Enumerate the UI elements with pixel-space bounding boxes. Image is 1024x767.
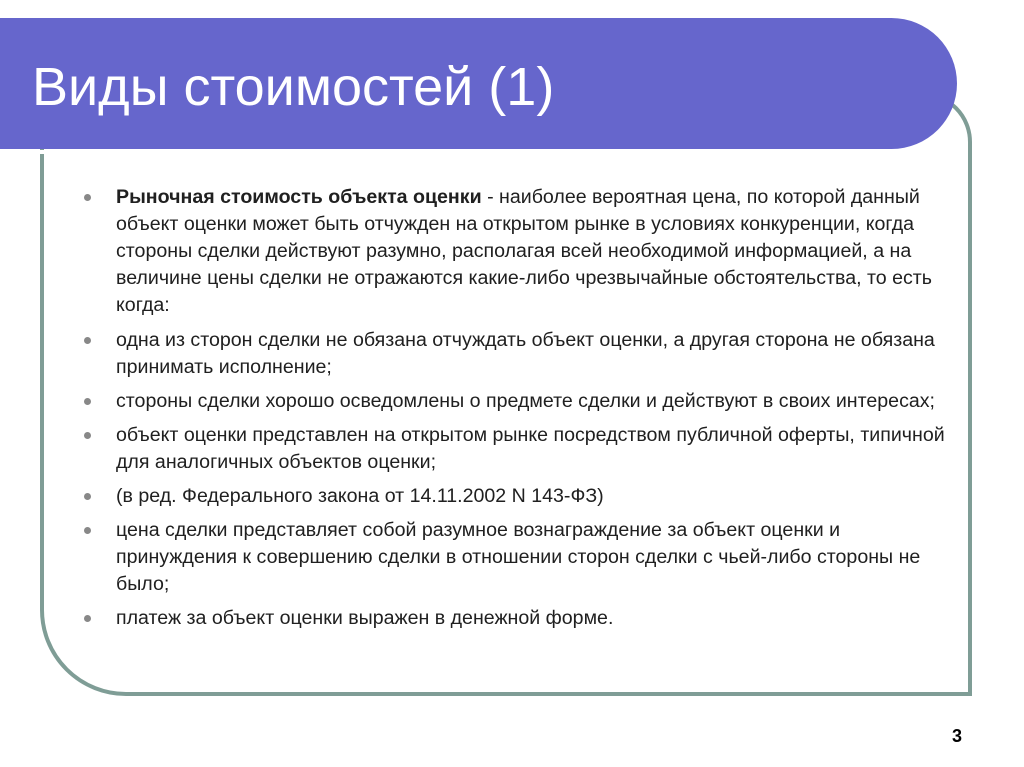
bullet-dot-icon: [84, 398, 91, 405]
bullet-item-market-value-definition: [84, 184, 954, 319]
bullet-dot-icon: [84, 615, 91, 622]
bullet-dot-icon: [84, 493, 91, 500]
bullet-list: [84, 184, 954, 639]
bullet-item-informed-parties: [84, 388, 954, 415]
bullet-text: - наиболее вероятная цена, по которой данный объект оценки может быть отчужден на открытом рынке в условиях конкуренции, когда стороны сделки действуют разумно, располагая всей необходимой информацией, а на величине цены сделки не отражаются какие-либо чрезвычайные обстоятельства, то есть когда:: [116, 186, 932, 316]
bullet-dot-icon: [84, 194, 91, 201]
bullet-text: объект оценки представлен на открытом рынке посредством публичной оферты, типичной для аналогичных объектов оценки;: [116, 424, 945, 473]
bullet-item-reasonable-price: [84, 517, 954, 598]
bullet-text: платеж за объект оценки выражен в денежной форме.: [116, 607, 614, 629]
title-underline: [0, 150, 906, 154]
bullet-dot-icon: [84, 527, 91, 534]
bullet-lead-term: Рыночная стоимость объекта оценки: [116, 186, 482, 208]
bullet-dot-icon: [84, 337, 91, 344]
title-banner: [0, 18, 957, 149]
bullet-text: одна из сторон сделки не обязана отчуждать объект оценки, а другая сторона не обязана принимать исполнение;: [116, 329, 935, 378]
bullet-item-public-offer: [84, 422, 954, 476]
bullet-text: стороны сделки хорошо осведомлены о предмете сделки и действуют в своих интересах;: [116, 390, 936, 412]
bullet-item-law-reference: [84, 483, 954, 510]
bullet-dot-icon: [84, 432, 91, 439]
slide-title: Виды стоимостей (1): [32, 57, 555, 117]
bullet-text: цена сделки представляет собой разумное вознаграждение за объект оценки и принуждения к совершению сделки в отношении сторон сделки с чьей-либо стороны не было;: [116, 519, 921, 595]
bullet-text: (в ред. Федерального закона от 14.11.2002 N 143-ФЗ): [116, 485, 604, 507]
page-number: 3: [952, 726, 963, 746]
bullet-item-no-obligation: [84, 327, 954, 381]
bullet-item-monetary-payment: [84, 605, 954, 632]
